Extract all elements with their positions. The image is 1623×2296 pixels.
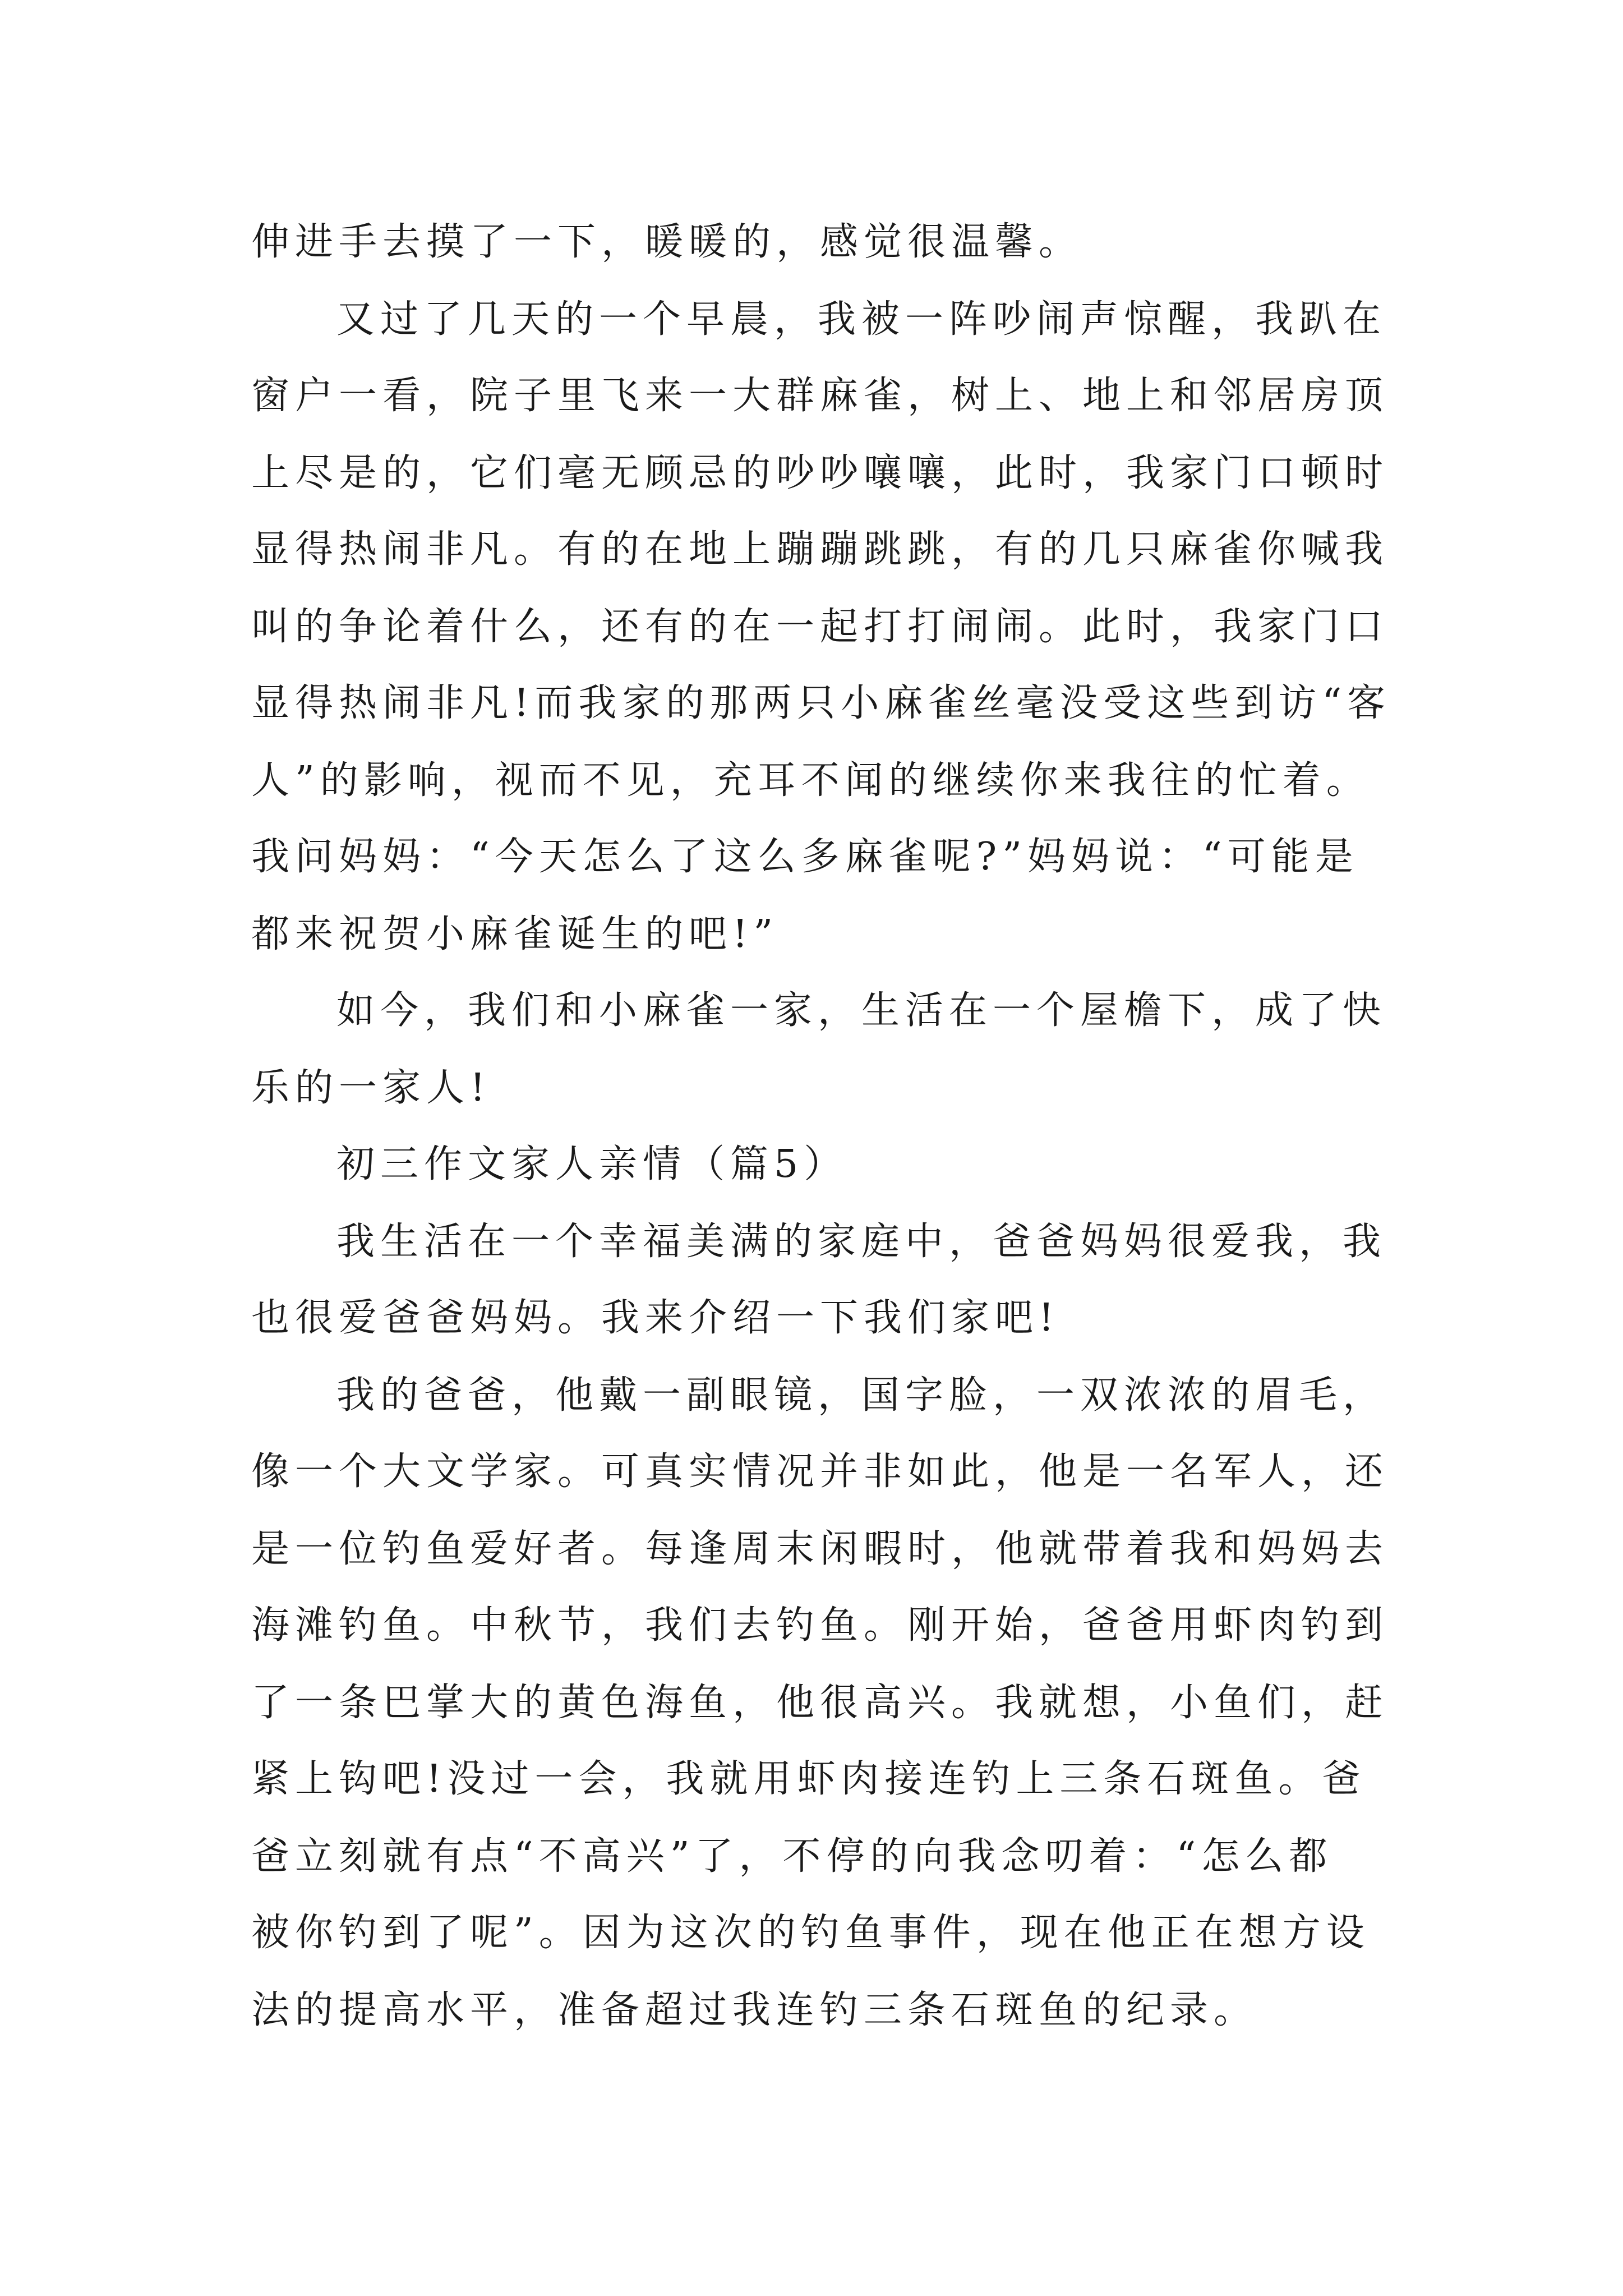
text-line: 叫的争论着什么，还有的在一起打打闹闹。此时，我家门口 <box>251 605 1389 649</box>
section-heading: 初三作文家人亲情（篇5） <box>336 1142 848 1186</box>
text-line: 显得热闹非凡。有的在地上蹦蹦跳跳，有的几只麻雀你喊我 <box>251 527 1389 572</box>
paragraph-start: 我的爸爸，他戴一副眼镜，国字脸，一双浓浓的眉毛， <box>336 1373 1387 1418</box>
text-line: 紧上钩吧!没过一会，我就用虾肉接连钓上三条石斑鱼。爸 <box>251 1757 1366 1801</box>
text-line: 乐的一家人! <box>251 1066 491 1110</box>
text-line: 海滩钓鱼。中秋节，我们去钓鱼。刚开始，爸爸用虾肉钓到 <box>251 1603 1389 1648</box>
text-line: 窗户一看，院子里飞来一大群麻雀，树上、地上和邻居房顶 <box>251 374 1389 418</box>
text-line: 人”的影响，视而不见，充耳不闻的继续你来我往的忙着。 <box>251 758 1370 803</box>
text-line: 了一条巴掌大的黄色海鱼，他很高兴。我就想，小鱼们，赶 <box>251 1681 1389 1725</box>
text-line: 显得热闹非凡!而我家的那两只小麻雀丝毫没受这些到访“客 <box>251 681 1391 725</box>
text-line: 像一个大文学家。可真实情况并非如此，他是一名军人，还 <box>251 1450 1389 1494</box>
text-line: 是一位钓鱼爱好者。每逢周末闲暇时，他就带着我和妈妈去 <box>251 1527 1389 1571</box>
text-line: 都来祝贺小麻雀诞生的吧!” <box>251 912 779 956</box>
text-line: 伸进手去摸了一下，暖暖的，感觉很温馨。 <box>251 220 1083 264</box>
paragraph-start: 又过了几天的一个早晨，我被一阵吵闹声惊醒，我趴在 <box>336 297 1387 342</box>
text-line: 被你钓到了呢”。因为这次的钓鱼事件，现在他正在想方设 <box>251 1911 1370 1955</box>
text-line: 法的提高水平，准备超过我连钓三条石斑鱼的纪录。 <box>251 1988 1258 2032</box>
text-line: 我问妈妈：“今天怎么了这么多麻雀呢?”妈妈说：“可能是 <box>251 835 1359 879</box>
text-line: 爸立刻就有点“不高兴”了，不停的向我念叨着：“怎么都 <box>251 1834 1333 1879</box>
text-line: 上尽是的，它们毫无顾忌的吵吵嚷嚷，此时，我家门口顿时 <box>251 451 1389 495</box>
paragraph-start: 我生活在一个幸福美满的家庭中，爸爸妈妈很爱我，我 <box>336 1220 1387 1264</box>
paragraph-start: 如今，我们和小麻雀一家，生活在一个屋檐下，成了快 <box>336 988 1387 1033</box>
text-line: 也很爱爸爸妈妈。我来介绍一下我们家吧! <box>251 1296 1060 1340</box>
